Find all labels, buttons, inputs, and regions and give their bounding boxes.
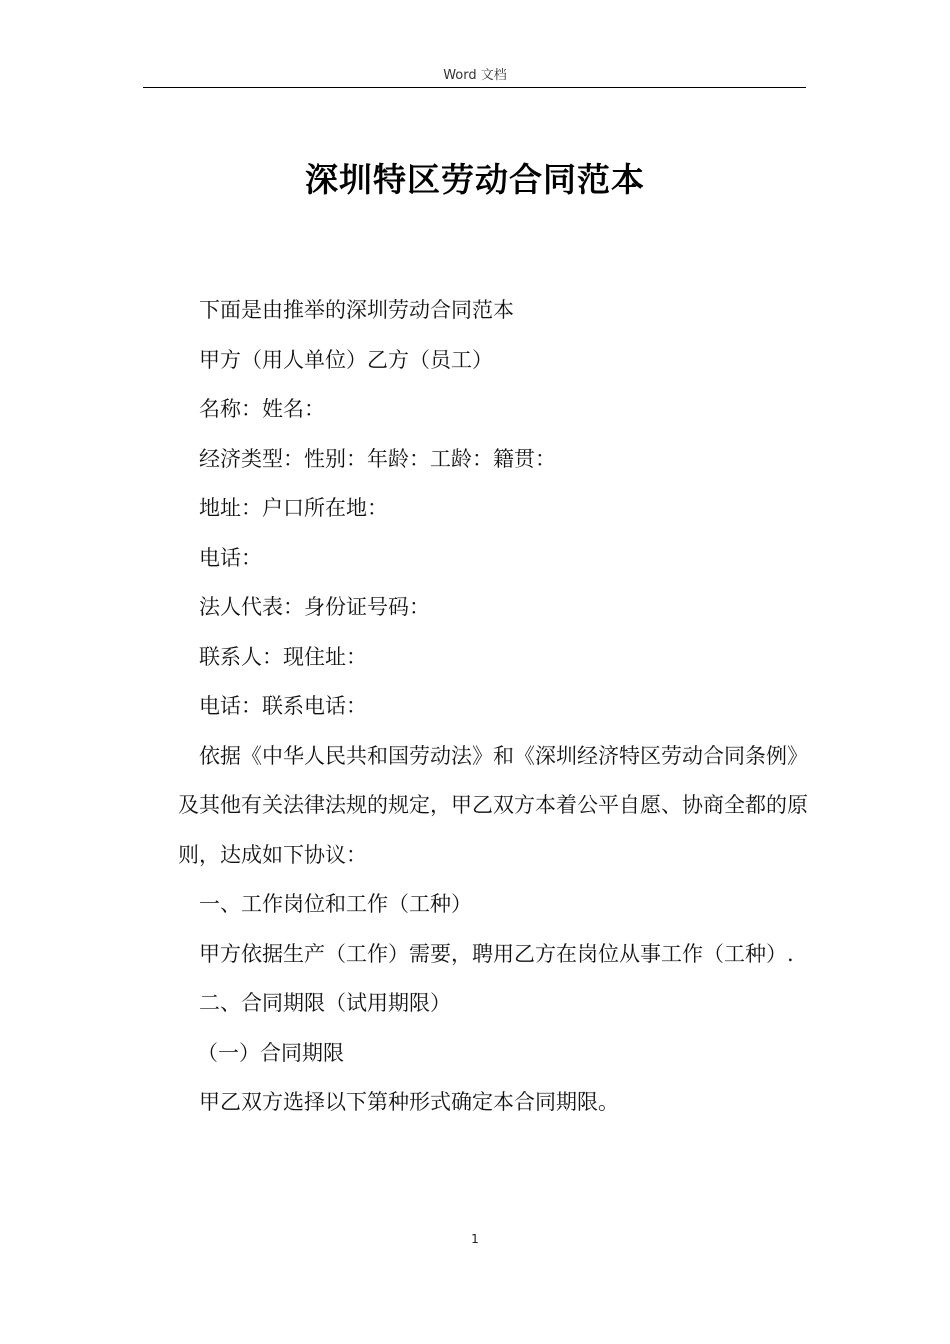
paragraph-address: 地址：户口所在地：: [199, 496, 388, 520]
paragraph-legal-basis: 依据《中华人民共和国劳动法》和《深圳经济特区劳动合同条例》及其他有关法律法规的规定，甲乙双方本着公平自愿、协商全都的原则，达成如下协议：: [178, 743, 808, 867]
paragraph-contact: 联系人：现住址：: [199, 644, 367, 669]
page-number: 1: [471, 1232, 479, 1246]
paragraph-job-detail: 甲方依据生产（工作）需要，聘用乙方在岗位从事工作（工种）.: [199, 941, 794, 966]
section-heading-term: 二、合同期限（试用期限）: [199, 991, 451, 1015]
paragraph-term-detail: 甲乙双方选择以下第种形式确定本合同期限。: [199, 1090, 619, 1114]
paragraph-parties: 甲方（用人单位）乙方（员工）: [199, 347, 493, 372]
paragraph-phone: 电话：: [199, 545, 262, 570]
paragraph-economy-type: 经济类型：性别：年龄：工龄：籍贯：: [199, 446, 556, 471]
paragraph-name: 名称：姓名：: [199, 397, 325, 421]
header-label: Word 文档: [443, 68, 507, 83]
subsection-heading-term: （一）合同期限: [197, 1040, 344, 1065]
paragraph-legal-rep: 法人代表：身份证号码：: [199, 595, 430, 619]
document-body: [178, 286, 808, 1128]
paragraph-contact-phone: 电话：联系电话：: [199, 694, 367, 718]
section-heading-job: 一、工作岗位和工作（工种）: [199, 892, 472, 916]
paragraph-intro: 下面是由推举的深圳劳动合同范本: [199, 298, 514, 322]
document-title: 深圳特区劳动合同范本: [305, 160, 645, 199]
header-divider: [143, 87, 806, 88]
